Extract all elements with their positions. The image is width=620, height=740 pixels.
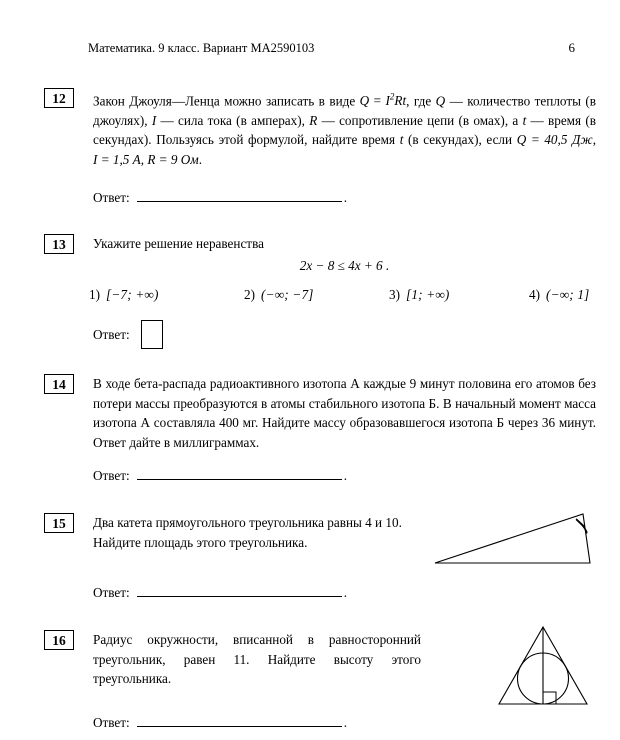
task-13-answer	[93, 320, 163, 349]
value-i: I = 1,5 А	[93, 151, 141, 167]
task-12-part-2: , где	[406, 93, 436, 109]
task-14-text: В ходе бета-распада радиоактивного изотопа А каждые 9 минут половина его атомов без потери массы преобразуются в атомы стабильного изотопа Б. В начальный момент масса изотопа А составляла 400 мг. Найдите массу образовавшегося изотопа Б через 36 минут. Ответ дайте в миллиграммах.	[93, 376, 596, 450]
answer-period: .	[343, 715, 348, 731]
task-12-part-4: — сила тока (в амперах),	[156, 112, 310, 128]
answer-period: .	[343, 190, 348, 206]
task-12-part-3: — количество теплоты (в джоулях),	[93, 93, 596, 128]
value-r: R = 9 Ом	[147, 151, 199, 167]
option-1-value: [−7; +∞)	[106, 286, 159, 302]
answer-label: Ответ:	[93, 468, 130, 484]
answer-label: Ответ:	[93, 715, 130, 731]
answer-label: Ответ:	[93, 190, 130, 206]
task-14	[44, 374, 596, 452]
formula-exponent: 2	[389, 92, 395, 102]
answer-input-line[interactable]	[137, 585, 342, 597]
task-13-options	[89, 287, 596, 303]
option-4[interactable]	[529, 287, 590, 303]
option-4-value: (−∞; 1]	[546, 286, 590, 302]
page-number: 6	[568, 40, 575, 55]
task-13	[44, 234, 596, 303]
var-r: R	[309, 112, 318, 128]
var-t-2: t	[399, 132, 404, 148]
task-12-part-5: — сопротивление цепи (в омах), а	[317, 112, 523, 128]
task-12-part-7: (в секундах), если	[403, 132, 517, 148]
task-14-answer	[93, 468, 347, 484]
answer-input-line[interactable]	[137, 468, 342, 480]
header-title: Математика. 9 класс. Вариант МА2590103	[88, 41, 315, 55]
task-12-part-6: — время (в секундах). Пользуясь этой формулой, найдите время	[93, 112, 597, 148]
task-number-badge: 14	[44, 374, 74, 394]
task-15-text: Два катета прямоугольного треугольника равны 4 и 10. Найдите площадь этого треугольника.	[93, 515, 402, 550]
inequality-expression: 2x − 8 ≤ 4x + 6 .	[299, 257, 390, 273]
formula-q: Q	[359, 93, 370, 109]
option-4-number: 4)	[529, 286, 540, 302]
task-12-part-1: Закон Джоуля—Ленца можно записать в виде	[93, 93, 360, 109]
task-12-part-8: .	[198, 151, 203, 167]
value-q: Q = 40,5 Дж	[516, 132, 593, 148]
right-triangle-figure	[432, 508, 592, 570]
answer-label: Ответ:	[93, 326, 130, 342]
task-12	[44, 88, 596, 169]
option-3[interactable]	[389, 287, 529, 303]
task-13-prompt: Укажите решение неравенства	[93, 236, 264, 251]
task-number-badge: 13	[44, 234, 74, 254]
option-3-value: [1; +∞)	[406, 286, 450, 302]
task-16-text: Радиус окружности, вписанной в равносторонний треугольник, равен 11. Найдите высоту этого треугольника.	[93, 632, 421, 686]
option-3-number: 3)	[389, 286, 400, 302]
option-2-value: (−∞; −7]	[261, 286, 314, 302]
option-1[interactable]	[89, 287, 244, 303]
task-12-sep-1: ,	[592, 132, 596, 148]
answer-choice-box[interactable]	[141, 320, 163, 349]
formula-rt: Rt	[394, 93, 407, 109]
task-15-answer	[93, 585, 347, 601]
option-2-number: 2)	[244, 286, 255, 302]
var-i: I	[151, 112, 157, 128]
answer-label: Ответ:	[93, 585, 130, 601]
answer-period: .	[343, 468, 348, 484]
option-1-number: 1)	[89, 286, 100, 302]
task-12-sep-2: ,	[140, 151, 148, 167]
answer-period: .	[343, 585, 348, 601]
page-header	[88, 40, 575, 56]
task-number-badge: 15	[44, 513, 74, 533]
formula-equals: =	[369, 93, 386, 109]
answer-input-line[interactable]	[137, 715, 342, 727]
task-16-answer	[93, 715, 347, 731]
task-number-badge: 12	[44, 88, 74, 108]
task-13-equation	[93, 258, 596, 274]
var-t: t	[522, 112, 527, 128]
formula-i: I	[385, 93, 390, 109]
option-2[interactable]	[244, 287, 389, 303]
var-q: Q	[435, 93, 446, 109]
task-12-answer	[93, 190, 347, 206]
task-number-badge: 16	[44, 630, 74, 650]
answer-input-line[interactable]	[137, 190, 342, 202]
task-12-text	[93, 88, 596, 169]
equilateral-triangle-incircle-figure	[495, 622, 591, 710]
